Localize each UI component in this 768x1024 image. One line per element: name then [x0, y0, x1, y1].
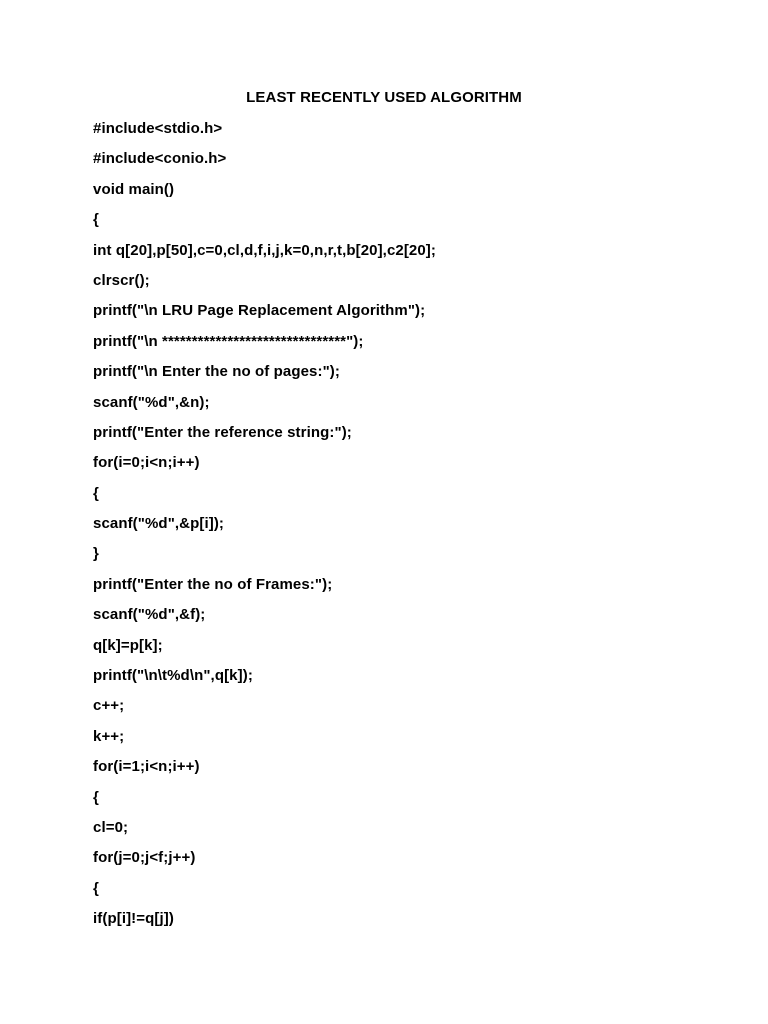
document-title: LEAST RECENTLY USED ALGORITHM: [246, 89, 522, 106]
code-line: printf("Enter the reference string:");: [93, 423, 352, 441]
code-line: for(j=0;j<f;j++): [93, 849, 196, 867]
code-line: cl=0;: [93, 818, 129, 836]
code-line: #include<conio.h>: [93, 150, 227, 168]
code-line: {: [93, 484, 99, 502]
code-line: k++;: [93, 727, 125, 745]
code-listing: [93, 119, 436, 940]
code-line: q[k]=p[k];: [93, 636, 163, 654]
code-line: printf("\n *******************************");: [93, 332, 364, 350]
code-line: }: [93, 545, 99, 563]
code-line: int q[20],p[50],c=0,cl,d,f,i,j,k=0,n,r,t,b[20],c2[20];: [93, 241, 436, 259]
code-line: printf("\n\t%d\n",q[k]);: [93, 667, 253, 685]
code-line: #include<stdio.h>: [93, 120, 223, 137]
code-line: void main(): [93, 180, 175, 198]
code-line: clrscr();: [93, 271, 150, 289]
code-line: c++;: [93, 697, 125, 715]
code-line: scanf("%d",&n);: [93, 393, 210, 411]
code-line: if(p[i]!=q[j]): [93, 910, 174, 928]
code-line: {: [93, 211, 99, 229]
code-line: scanf("%d",&p[i]);: [93, 515, 225, 533]
code-line: {: [93, 788, 99, 806]
code-line: printf("\n Enter the no of pages:");: [93, 363, 340, 381]
code-line: scanf("%d",&f);: [93, 606, 206, 624]
code-line: for(i=1;i<n;i++): [93, 758, 200, 776]
code-line: for(i=0;i<n;i++): [93, 454, 200, 472]
code-line: printf("Enter the no of Frames:");: [93, 575, 333, 593]
code-line: {: [93, 879, 99, 897]
code-line: printf("\n LRU Page Replacement Algorithm");: [93, 302, 426, 320]
